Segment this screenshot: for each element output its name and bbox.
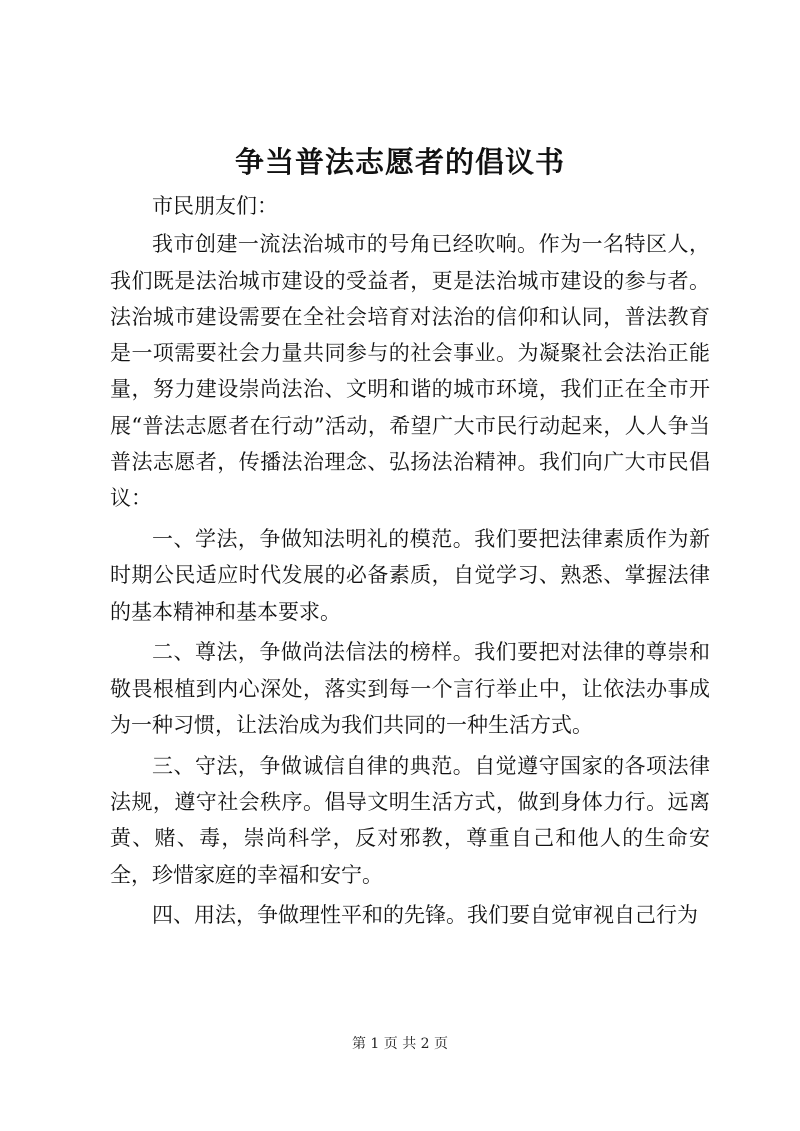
salutation: 市民朋友们： — [152, 194, 278, 218]
paragraph-respect-law: 二、尊法，争做尚法信法的榜样。我们要把对法律的尊崇和敬畏根植到内心深处，落实到每一个言行举止中，让依法办事成为一种习惯，让法治成为我们共同的一种生活方式。 — [110, 640, 710, 737]
paragraph-intro: 我市创建一流法治城市的号角已经吹响。作为一名特区人，我们既是法治城市建设的受益者，更是法治城市建设的参与者。法治城市建设需要在全社会培育对法治的信仰和认同，普法教育是一项需要社会力量共同参与的社会事业。为凝聚社会法治正能量，努力建设崇尚法治、文明和谐的城市环境，我们正在全市开展“普法志愿者在行动”活动，希望广大市民行动起来，人人争当普法志愿者，传播法治理念、弘扬法治精神。我们向广大市民倡议： — [110, 232, 710, 511]
document-title: 争当普法志愿者的倡议书 — [234, 145, 565, 179]
document-body — [110, 188, 710, 938]
paragraph-use-law: 四、用法，争做理性平和的先锋。我们要自觉审视自己行为 — [152, 903, 698, 928]
paragraph-abide-law: 三、守法，争做诚信自律的典范。自觉遵守国家的各项法律法规，遵守社会秩序。倡导文明生活方式，做到身体力行。远离黄、赌、毒，崇尚科学，反对邪教，尊重自己和他人的生命安全，珍惜家庭的幸福和安宁。 — [110, 753, 710, 887]
page-number-footer: 第 1 页 共 2 页 — [351, 1036, 449, 1052]
paragraph-learn-law: 一、学法，争做知法明礼的模范。我们要把法律素质作为新时期公民适应时代发展的必备素质，自觉学习、熟悉、掌握法律的基本精神和基本要求。 — [110, 527, 710, 624]
